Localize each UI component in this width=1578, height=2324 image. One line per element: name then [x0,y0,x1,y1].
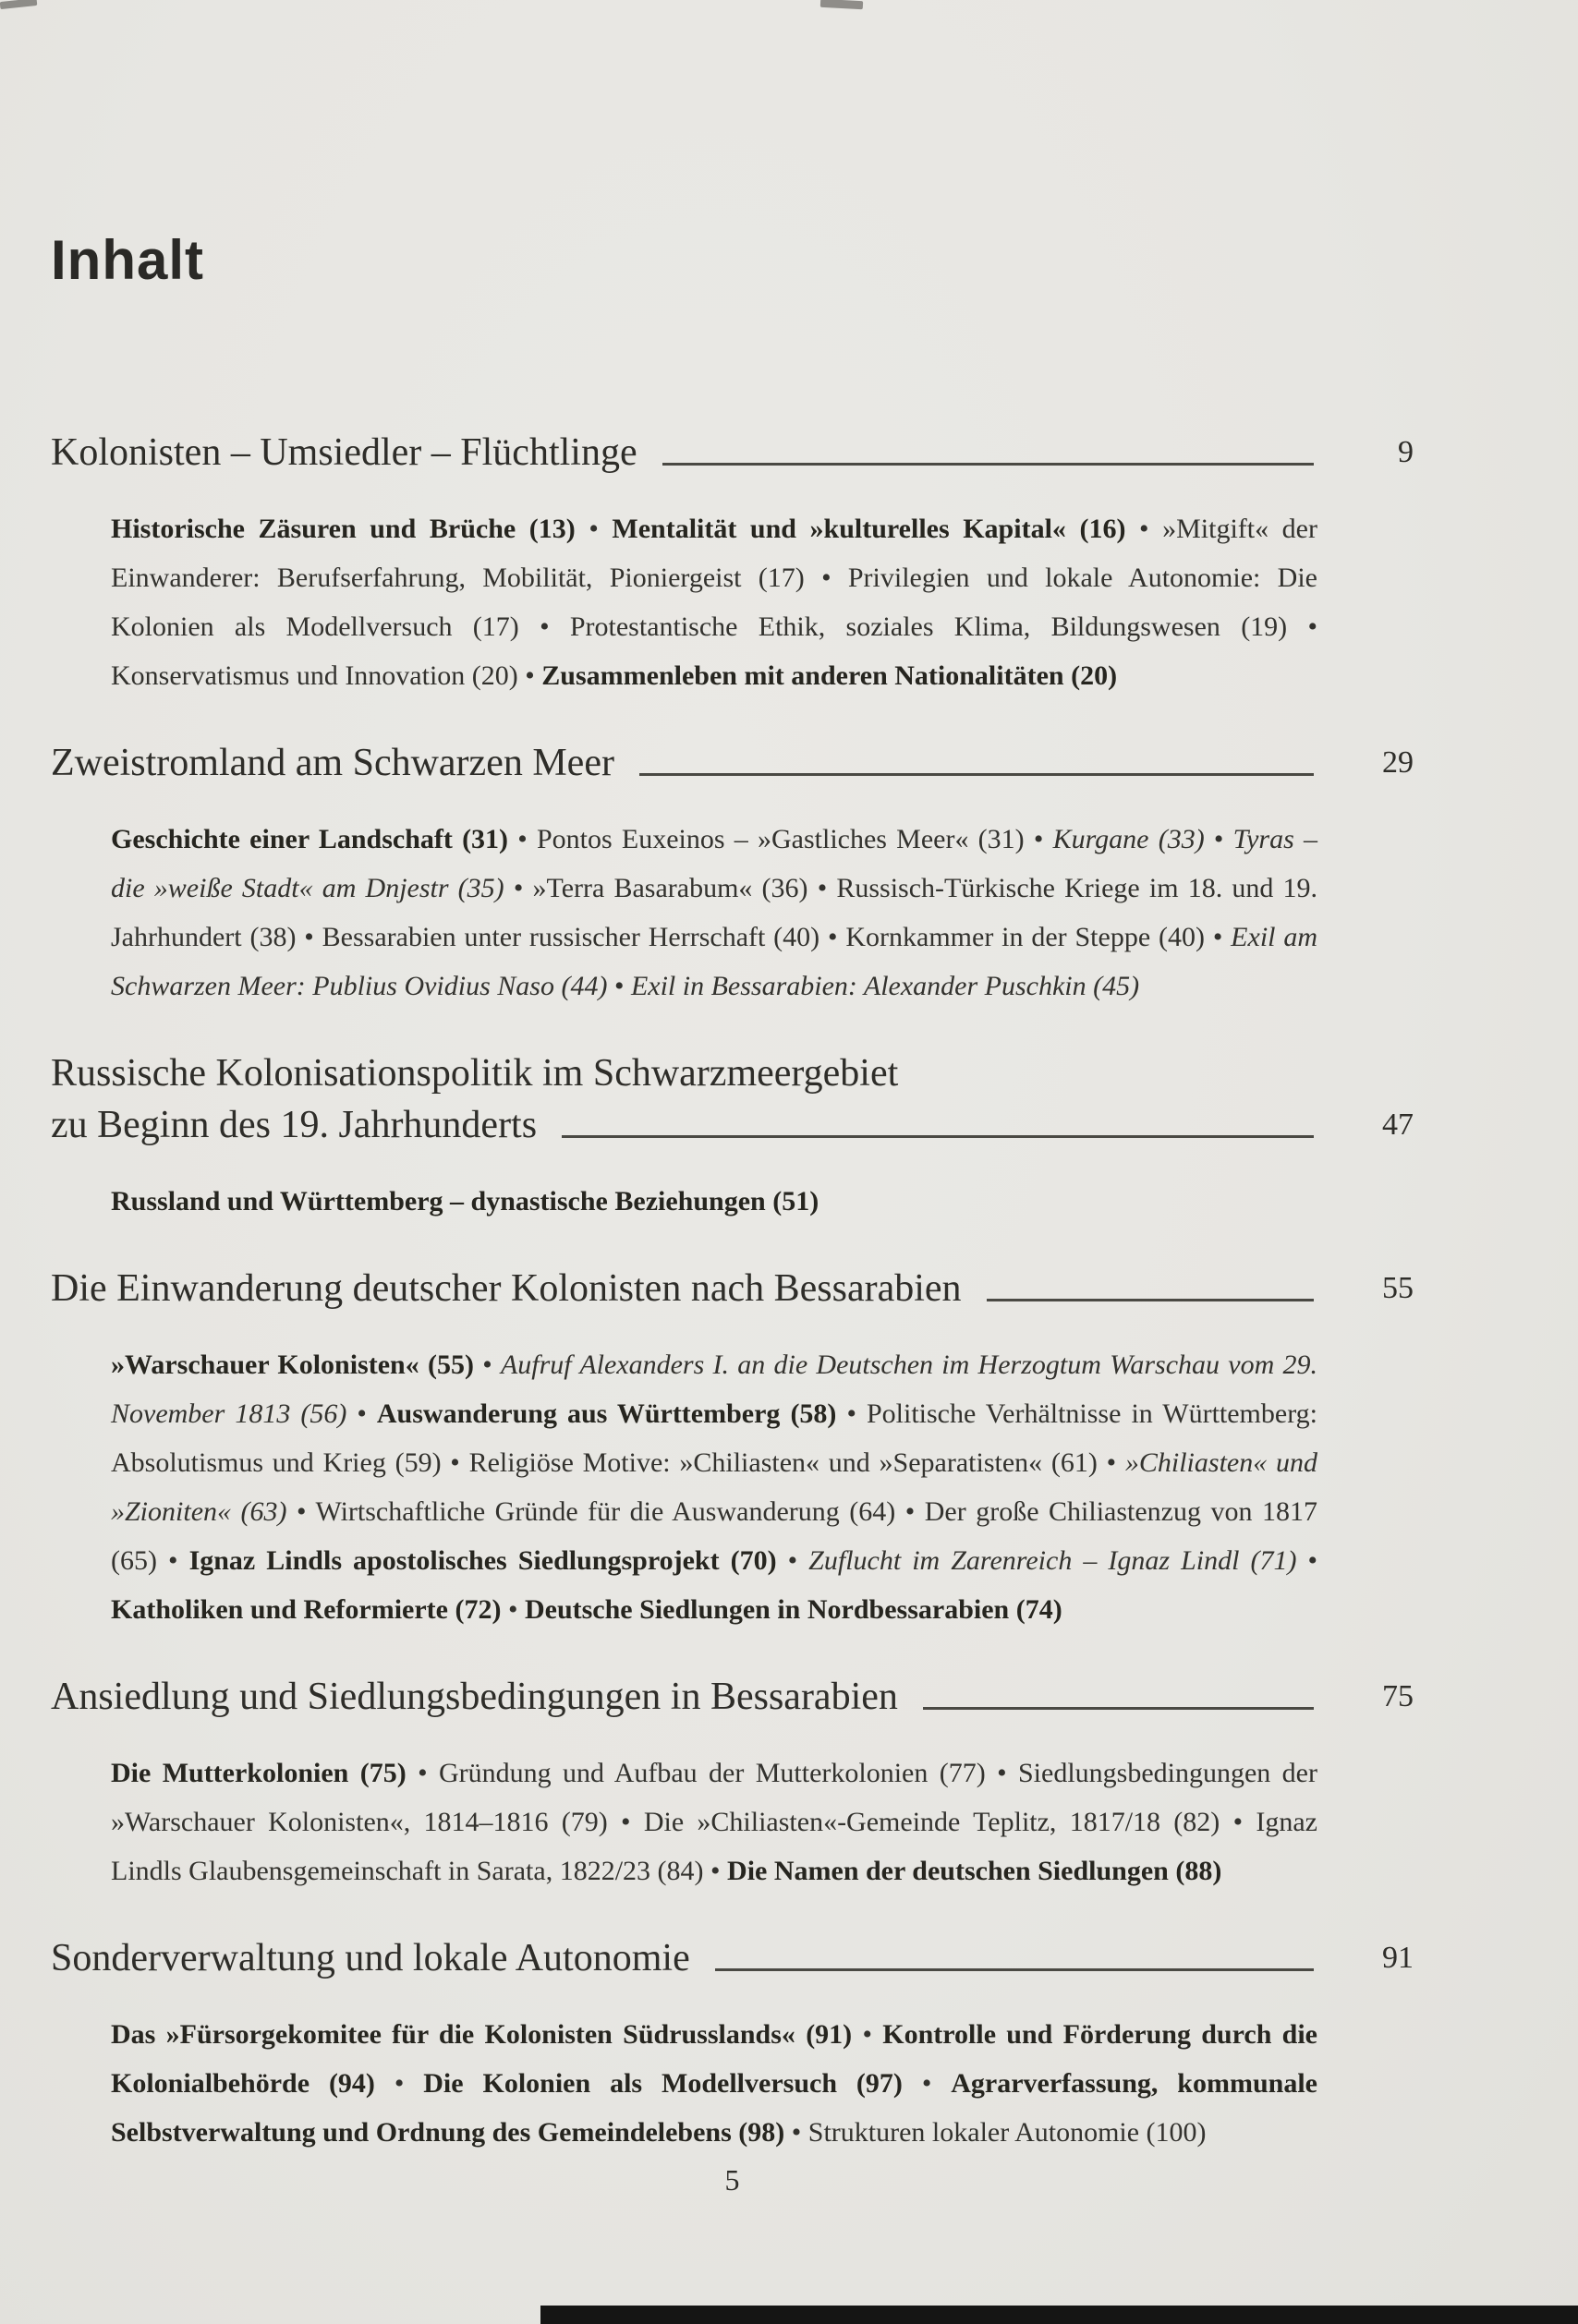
entry-separator: • [784,2117,808,2148]
toc-entry: Der große Chiliastenzug von 1817 (65) [111,1496,1317,1576]
entry-separator: • [1204,824,1233,854]
entry-separator: • [985,1758,1018,1788]
toc-entry: Strukturen lokaler Autonomie (100) [807,2117,1207,2148]
entry-separator: • [501,1594,525,1625]
toc-entry: Exil in Bessarabien: Alexander Puschkin (45) [630,971,1140,1001]
toc-entry: »Warschauer Kolonisten« (55) [111,1350,474,1380]
toc-entry: Agrarverfassung, kommunale Selbstverwaltung und Ordnung des Gemeindelebens (98) [111,2068,1317,2148]
entry-separator: • [406,1758,439,1788]
toc-entry: Mentalität und »kulturelles Kapital« (16) [612,514,1126,544]
entry-separator: • [1296,1545,1317,1576]
entry-separator: • [1024,824,1053,854]
section-entries [111,815,1317,1011]
section-title: Sonderverwaltung und lokale Autonomie [51,1937,690,1979]
section-title: Ansiedlung und Siedlungsbedingungen in Bessarabien [51,1676,898,1718]
section-entries [111,2010,1317,2157]
leader-line [923,1707,1314,1710]
entry-separator: • [607,971,631,1001]
toc-entry: Ignaz Lindls Glaubensgemeinschaft in Sarata, 1822/23 (84) [111,1807,1317,1886]
toc-entry: Aufruf Alexanders I. an die Deutschen im Herzogtum Warschau vom 29. November 1813 (56) [111,1350,1317,1429]
toc-entry: Die Namen der deutschen Siedlungen (88) [727,1856,1222,1886]
section-entries [111,1340,1317,1634]
entry-separator: • [776,1545,809,1576]
toc-entry: Privilegien und lokale Autonomie: Die Kolonien als Modellversuch (17) [111,563,1317,642]
entry-separator: • [374,2068,424,2099]
page-footer-number: 5 [724,2163,740,2197]
toc-entry: Protestantische Ethik, soziales Klima, Bildungswesen (19) [569,611,1288,642]
entry-separator: • [504,873,533,903]
entry-separator: • [1125,514,1163,544]
toc-entry: Russland und Württemberg – dynastische Beziehungen (51) [111,1186,819,1216]
toc-entry: Die Kolonien als Modellversuch (97) [423,2068,903,2099]
entry-separator: • [807,873,837,903]
entry-separator: • [286,1496,316,1527]
entry-separator: • [346,1398,377,1429]
entry-separator: • [1220,1807,1256,1837]
entry-separator: • [1097,1447,1125,1478]
toc-entry: Das »Fürsorgekomitee für die Kolonisten Südrusslands« (91) [111,2019,853,2050]
scan-artifact-smudge [0,0,37,9]
toc-entry: Kornkammer in der Steppe (40) [845,922,1205,952]
toc-sections [51,427,1414,2157]
toc-section [51,1263,1414,1634]
section-heading-row [51,1263,1414,1314]
toc-entry: Geschichte einer Landschaft (31) [111,824,509,854]
entry-separator: • [607,1807,644,1837]
toc-entry: Historische Zäsuren und Brüche (13) [111,514,576,544]
section-title-line1: Russische Kolonisationspolitik im Schwarzmeergebiet [51,1052,899,1095]
section-title: Die Einwanderung deutscher Kolonisten nach Bessarabien [51,1267,962,1310]
entry-separator: • [819,922,846,952]
leader-line [662,463,1314,466]
toc-entry: Auswanderung aus Württemberg (58) [376,1398,837,1429]
entry-separator: • [804,563,848,593]
scan-artifact-bottom-bar [540,2306,1578,2324]
entry-separator: • [836,1398,867,1429]
section-heading-row [51,427,1414,478]
toc-entry: Siedlungsbedingungen der »Warschauer Kolonisten«, 1814–1816 (79) [111,1758,1317,1837]
toc-entry: Bessarabien unter russischer Herrschaft (40) [322,922,820,952]
toc-page [51,0,1414,2157]
toc-section [51,1671,1414,1895]
section-entries [111,1177,1317,1226]
section-page-number: 47 [1382,1108,1414,1142]
toc-entry: Gründung und Aufbau der Mutterkolonien (77) [438,1758,986,1788]
toc-entry: Zusammenleben mit anderen Nationalitäten (20) [541,660,1118,691]
toc-section [51,427,1414,700]
entry-separator: • [575,514,613,544]
section-page-number: 91 [1382,1941,1414,1975]
toc-entry: Tyras – die »weiße Stadt« am Dnjestr (35) [111,824,1317,903]
toc-entry: »Mitgift« der Einwanderer: Berufserfahrung, Mobilität, Pioniergeist (17) [111,514,1317,593]
toc-entry: Politische Verhältnisse in Württemberg: Absolutismus und Krieg (59) [111,1398,1317,1478]
section-page-number: 9 [1398,435,1414,469]
entry-separator: • [703,1856,728,1886]
section-title: zu Beginn des 19. Jahrhunderts [51,1104,538,1146]
section-entries [111,1749,1317,1895]
entry-separator: • [1287,611,1317,642]
section-page-number: 55 [1382,1271,1414,1305]
toc-entry: Die »Chiliasten«-Gemeinde Teplitz, 1817/18 (82) [643,1807,1220,1837]
entry-separator: • [518,611,570,642]
page-title: Inhalt [51,229,204,291]
toc-entry: Kontrolle und Förderung durch die Kolonialbehörde (94) [111,2019,1317,2099]
toc-entry: Pontos Euxeinos – »Gastliches Meer« (31) [537,824,1025,854]
entry-separator: • [517,660,542,691]
toc-entry: Die Mutterkolonien (75) [111,1758,407,1788]
entry-separator: • [508,824,537,854]
toc-entry: Russisch-Türkische Kriege im 18. und 19. Jahrhundert (38) [111,873,1317,952]
entry-separator: • [473,1350,501,1380]
section-heading-row [51,737,1414,789]
toc-entry: Konservatismus und Innovation (20) [111,660,518,691]
entry-separator: • [895,1496,925,1527]
entry-separator: • [156,1545,189,1576]
section-title: Zweistromland am Schwarzen Meer [51,742,614,784]
toc-section [51,1047,1414,1226]
leader-line [562,1135,1314,1138]
leader-line [715,1968,1314,1971]
section-entries [111,504,1317,700]
section-page-number: 29 [1382,745,1414,780]
section-page-number: 75 [1382,1679,1414,1713]
toc-entry: Wirtschaftliche Gründe für die Auswanderung (64) [315,1496,896,1527]
toc-entry: Deutsche Siedlungen in Nordbessarabien (74) [524,1594,1062,1625]
toc-section [51,1932,1414,2157]
toc-entry: Katholiken und Reformierte (72) [111,1594,502,1625]
section-heading-row [51,1932,1414,1984]
toc-entry: Exil am Schwarzen Meer: Publius Ovidius Naso (44) [111,922,1317,1001]
entry-separator: • [296,922,322,952]
toc-entry: Zuflucht im Zarenreich – Ignaz Lindl (71) [808,1545,1297,1576]
toc-entry: Religiöse Motive: »Chiliasten« und »Separatisten« (61) [468,1447,1098,1478]
entry-separator: • [902,2068,952,2099]
leader-line [987,1299,1314,1301]
toc-entry: »Chiliasten« und »Zioniten« (63) [111,1447,1317,1527]
toc-entry: Kurgane (33) [1052,824,1205,854]
leader-line [639,773,1314,776]
toc-entry: »Terra Basarabum« (36) [532,873,808,903]
entry-separator: • [852,2019,883,2050]
entry-separator: • [441,1447,469,1478]
entry-separator: • [1204,922,1232,952]
section-heading-row [51,1099,1414,1151]
toc-entry: Ignaz Lindls apostolisches Siedlungsprojekt (70) [188,1545,777,1576]
section-heading-row [51,1671,1414,1723]
toc-section [51,737,1414,1011]
section-title: Kolonisten – Umsiedler – Flüchtlinge [51,431,637,474]
